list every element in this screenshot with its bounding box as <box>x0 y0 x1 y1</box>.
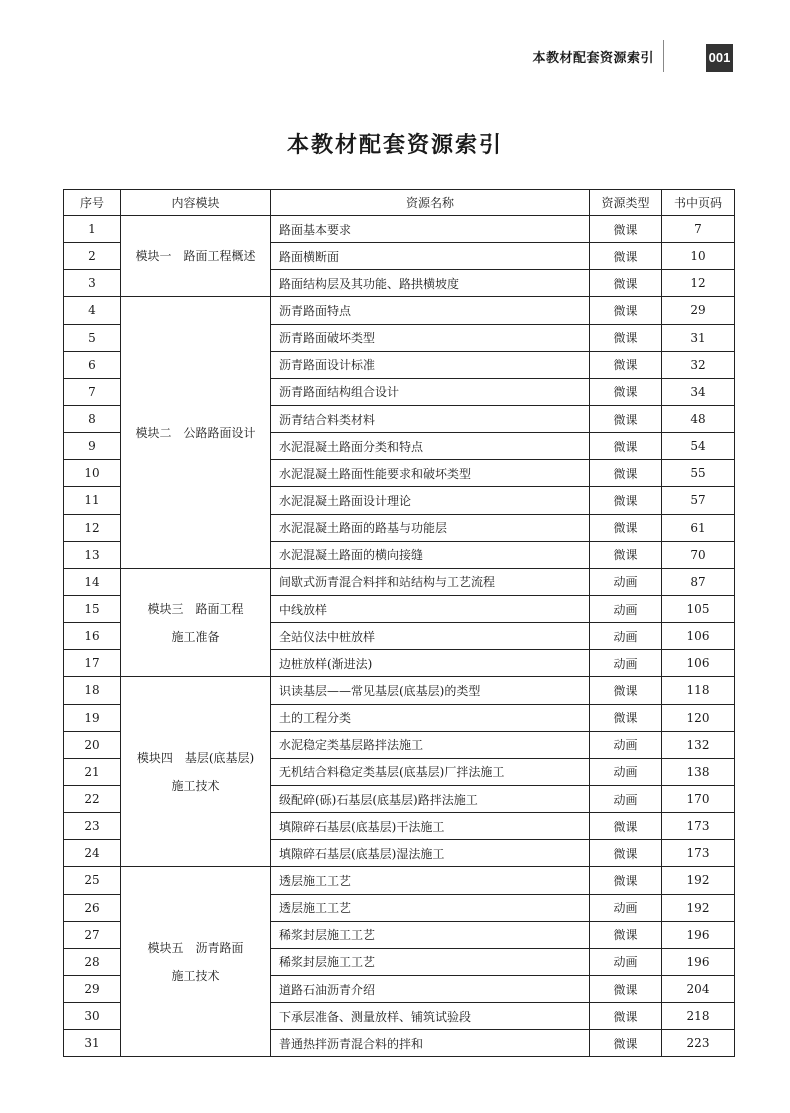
page-number-badge: 001 <box>706 44 733 72</box>
resource-name: 沥青结合料类材料 <box>271 405 590 432</box>
row-index: 4 <box>64 297 121 324</box>
row-index: 7 <box>64 378 121 405</box>
row-index: 22 <box>64 785 121 812</box>
module-cell <box>121 677 271 867</box>
module-title-line2: 施工准备 <box>171 629 220 644</box>
resource-type: 微课 <box>590 487 662 514</box>
resource-type: 动画 <box>590 623 662 650</box>
row-index: 9 <box>64 433 121 460</box>
resource-type: 微课 <box>590 867 662 894</box>
page-number: 106 <box>662 650 735 677</box>
resource-name: 边桩放样(渐进法) <box>271 650 590 677</box>
row-index: 31 <box>64 1030 121 1057</box>
row-index: 26 <box>64 894 121 921</box>
row-index: 8 <box>64 405 121 432</box>
resource-name: 土的工程分类 <box>271 704 590 731</box>
resource-type: 微课 <box>590 514 662 541</box>
row-index: 13 <box>64 541 121 568</box>
page-number: 173 <box>662 840 735 867</box>
row-index: 17 <box>64 650 121 677</box>
resource-type: 微课 <box>590 378 662 405</box>
resource-type: 微课 <box>590 840 662 867</box>
resource-type: 微课 <box>590 405 662 432</box>
table-header-row <box>64 190 735 216</box>
column-header-page: 书中页码 <box>662 190 735 216</box>
row-index: 10 <box>64 460 121 487</box>
resource-name: 道路石油沥青介绍 <box>271 975 590 1002</box>
resource-type: 微课 <box>590 433 662 460</box>
row-index: 16 <box>64 623 121 650</box>
document-title: 本教材配套资源索引 <box>286 132 503 158</box>
resource-name: 中线放样 <box>271 595 590 622</box>
row-index: 23 <box>64 813 121 840</box>
page-number: 170 <box>662 785 735 812</box>
column-header-module: 内容模块 <box>121 190 271 216</box>
resource-name: 识读基层——常见基层(底基层)的类型 <box>271 677 590 704</box>
resource-type: 微课 <box>590 813 662 840</box>
resource-type: 动画 <box>590 758 662 785</box>
resource-name: 路面基本要求 <box>271 216 590 243</box>
page-number: 70 <box>662 541 735 568</box>
resource-type: 动画 <box>590 785 662 812</box>
row-index: 19 <box>64 704 121 731</box>
resource-type: 微课 <box>590 297 662 324</box>
module-cell <box>121 867 271 1057</box>
table-row <box>64 677 735 704</box>
resource-name: 水泥混凝土路面的横向接缝 <box>271 541 590 568</box>
resource-name: 无机结合料稳定类基层(底基层)厂拌法施工 <box>271 758 590 785</box>
row-index: 15 <box>64 595 121 622</box>
row-index: 30 <box>64 1003 121 1030</box>
page-number: 10 <box>662 243 735 270</box>
resource-name: 填隙碎石基层(底基层)干法施工 <box>271 813 590 840</box>
column-header-resource-type: 资源类型 <box>590 190 662 216</box>
table-row <box>64 216 735 243</box>
page-number: 48 <box>662 405 735 432</box>
page-number: 87 <box>662 568 735 595</box>
page-number: 223 <box>662 1030 735 1057</box>
resource-name: 沥青路面破坏类型 <box>271 324 590 351</box>
resource-type: 微课 <box>590 243 662 270</box>
row-index: 6 <box>64 351 121 378</box>
table-row <box>64 867 735 894</box>
resource-name: 水泥混凝土路面分类和特点 <box>271 433 590 460</box>
row-index: 25 <box>64 867 121 894</box>
resource-name: 水泥混凝土路面设计理论 <box>271 487 590 514</box>
resource-name: 水泥混凝土路面的路基与功能层 <box>271 514 590 541</box>
resource-name: 水泥稳定类基层路拌法施工 <box>271 731 590 758</box>
column-header-index: 序号 <box>64 190 121 216</box>
resource-name: 稀浆封层施工工艺 <box>271 921 590 948</box>
row-index: 21 <box>64 758 121 785</box>
page-number: 132 <box>662 731 735 758</box>
page-number: 204 <box>662 975 735 1002</box>
resource-type: 动画 <box>590 595 662 622</box>
row-index: 18 <box>64 677 121 704</box>
resource-name: 路面横断面 <box>271 243 590 270</box>
module-title-line1: 模块四 基层(底基层) <box>136 750 255 765</box>
resource-type: 微课 <box>590 460 662 487</box>
module-title-line2: 施工技术 <box>171 968 220 983</box>
resource-type: 动画 <box>590 568 662 595</box>
row-index: 5 <box>64 324 121 351</box>
table-row <box>64 297 735 324</box>
resource-type: 动画 <box>590 948 662 975</box>
row-index: 20 <box>64 731 121 758</box>
page-number: 34 <box>662 378 735 405</box>
resource-name: 透层施工工艺 <box>271 894 590 921</box>
module-title-line1: 模块三 路面工程 <box>147 601 244 616</box>
page-number: 196 <box>662 948 735 975</box>
page-number: 61 <box>662 514 735 541</box>
page-number: 192 <box>662 894 735 921</box>
module-cell <box>121 216 271 297</box>
resource-type: 动画 <box>590 731 662 758</box>
resource-name: 稀浆封层施工工艺 <box>271 948 590 975</box>
resource-type: 微课 <box>590 704 662 731</box>
page-number: 57 <box>662 487 735 514</box>
resource-name: 沥青路面结构组合设计 <box>271 378 590 405</box>
resource-name: 全站仪法中桩放样 <box>271 623 590 650</box>
resource-name: 填隙碎石基层(底基层)湿法施工 <box>271 840 590 867</box>
table-row <box>64 568 735 595</box>
page-number: 29 <box>662 297 735 324</box>
resource-name: 透层施工工艺 <box>271 867 590 894</box>
page-number: 12 <box>662 270 735 297</box>
module-title-line2: 施工技术 <box>171 778 220 793</box>
page-number: 173 <box>662 813 735 840</box>
resource-name: 沥青路面设计标准 <box>271 351 590 378</box>
resource-name: 水泥混凝土路面性能要求和破坏类型 <box>271 460 590 487</box>
page-number: 55 <box>662 460 735 487</box>
resource-type: 微课 <box>590 351 662 378</box>
module-title-line1: 模块五 沥青路面 <box>147 940 244 955</box>
table-body <box>64 216 735 1057</box>
row-index: 12 <box>64 514 121 541</box>
row-index: 11 <box>64 487 121 514</box>
resource-type: 微课 <box>590 1003 662 1030</box>
row-index: 3 <box>64 270 121 297</box>
page-number: 7 <box>662 216 735 243</box>
page-number: 31 <box>662 324 735 351</box>
page-number: 118 <box>662 677 735 704</box>
resource-type: 动画 <box>590 894 662 921</box>
resource-name: 沥青路面特点 <box>271 297 590 324</box>
resource-type: 微课 <box>590 216 662 243</box>
header-divider <box>663 40 664 72</box>
resource-name: 普通热拌沥青混合料的拌和 <box>271 1030 590 1057</box>
resource-name: 间歇式沥青混合料拌和站结构与工艺流程 <box>271 568 590 595</box>
row-index: 29 <box>64 975 121 1002</box>
resource-type: 动画 <box>590 650 662 677</box>
page-number: 192 <box>662 867 735 894</box>
resource-name: 级配碎(砾)石基层(底基层)路拌法施工 <box>271 785 590 812</box>
resource-type: 微课 <box>590 975 662 1002</box>
page-number: 138 <box>662 758 735 785</box>
module-cell <box>121 297 271 568</box>
page-number: 218 <box>662 1003 735 1030</box>
resource-type: 微课 <box>590 270 662 297</box>
resource-name: 路面结构层及其功能、路拱横坡度 <box>271 270 590 297</box>
resource-index-table <box>63 189 735 1057</box>
page-number: 106 <box>662 623 735 650</box>
module-cell <box>121 568 271 677</box>
resource-type: 微课 <box>590 677 662 704</box>
row-index: 27 <box>64 921 121 948</box>
resource-type: 微课 <box>590 324 662 351</box>
resource-type: 微课 <box>590 1030 662 1057</box>
page-number: 196 <box>662 921 735 948</box>
page-number: 120 <box>662 704 735 731</box>
page-number: 54 <box>662 433 735 460</box>
resource-name: 下承层准备、测量放样、铺筑试验段 <box>271 1003 590 1030</box>
row-index: 1 <box>64 216 121 243</box>
module-title-line1: 模块一 路面工程概述 <box>135 249 256 264</box>
running-header-title: 本教材配套资源索引 <box>532 51 654 66</box>
column-header-resource-name: 资源名称 <box>271 190 590 216</box>
resource-type: 微课 <box>590 921 662 948</box>
page-number: 105 <box>662 595 735 622</box>
row-index: 14 <box>64 568 121 595</box>
module-title-line1: 模块二 公路路面设计 <box>135 425 256 440</box>
row-index: 28 <box>64 948 121 975</box>
row-index: 24 <box>64 840 121 867</box>
page-number: 32 <box>662 351 735 378</box>
resource-type: 微课 <box>590 541 662 568</box>
row-index: 2 <box>64 243 121 270</box>
